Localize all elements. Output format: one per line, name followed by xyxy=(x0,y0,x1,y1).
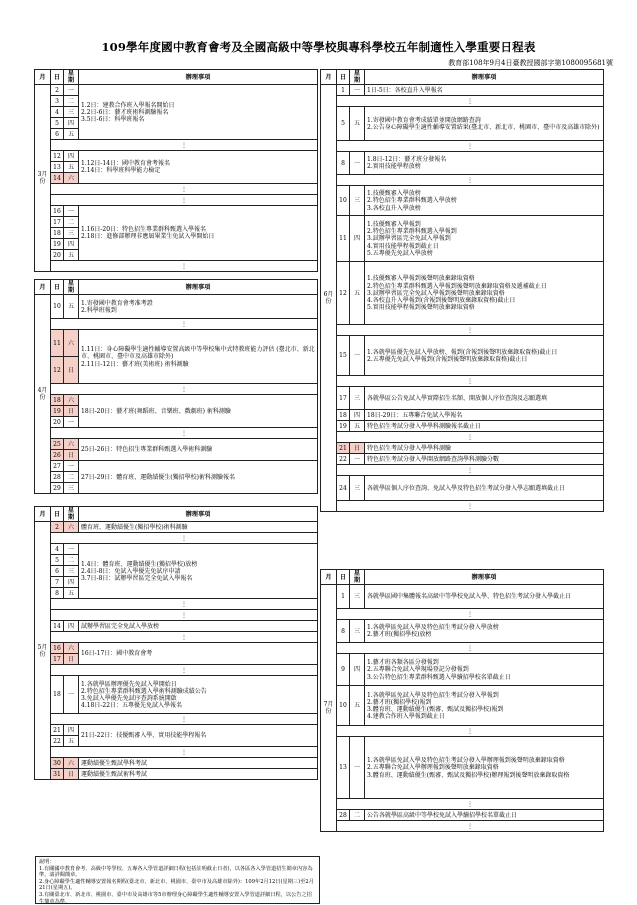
month-label: 6月份 xyxy=(321,85,337,512)
month-label: 3月份 xyxy=(35,85,51,272)
schedule-items: 1.4日：體育班、運動績優生(獨招學校)放榜 2.4日-8日：免試入學優先免試序申請 3.7日-8日：試辦學習區完全免試入學報名 xyxy=(79,544,318,599)
note-line: 3.有關臺北市、新北市、桃園市、臺中市及高雄市等5市辦理身心障礙學生適性輔導安置入學管道詳細日程，以公告之招生簡章為準。 xyxy=(39,891,312,905)
july-table: 月 日 星期 辦理事項 7月份 1 三 各就學區國中集體報名高級中等學校免試入學、特色招生考試分發入學截止日 ⋮ 8 三 1.各就學區免試入學及特色招生考試分發入學放榜 2.藝才班(獨招學校)放榜 ⋮ 9 四 1.藝才班各類各區分發報到 2.五專聯合免試入學現場登記分發報到 3.公告特色招生專業群科甄選入學續招學校名單截止日 10 五 1.各就學區免試入學及特色招生考試分發入學報到 2.藝才班(獨招學校)報到 3.體育班、運動績優生(甄審、甄試及獨招學校)報到 4.建教合作班入學報到截止日 ⋮ 13 一 1.各就學區免試入學及特色招生考試分發入學辦理報到後聲明放棄錄取資格 2.五專聯合免試入學辦理報到後聲明放棄錄取資格 3.體育班、運動績優生(甄審、甄試及獨招學校)辦理報到後聲明放棄錄取資格 ⋮ 28 二 公告各就學區高級中等學校免試入學續招學校名單截止日 ⋮ xyxy=(320,569,604,832)
schedule-items: 1.16日-20日：特色招生專業群科甄選入學報名 2.18日：進修部辦理非應屆畢業生免試入學開始日 xyxy=(79,206,318,261)
ellipsis: ⋮ xyxy=(51,140,318,151)
april-table: 月 日 星期 辦理事項 4月份 10 五 1.寄發國中教育會考准考證 2.科學班報到 ⋮ 11 六 1.11日：身心障礙學生適性輔導安置高級中等學校集中式特教班能力評估 (臺北市、新北市、桃園市、臺中市及高雄市除外) 2.11日-12日：藝才班(美術班) 術科測驗 12 日 ⋮ 18 六 18日-20日：藝才班(舞蹈班、音樂班、戲劇班) 術科測驗 19 日 20 一 ⋮ 25 六 25日-26日：特色招生專業群科甄選入學術科測驗 26 日 27 一 27日-29日：體育班、運動績優生(獨招學校)術科測驗報名 28 二 29 三 xyxy=(34,279,318,494)
schedule-items: 27日-29日：體育班、運動績優生(獨招學校)術科測驗報名 xyxy=(79,461,318,494)
schedule-items: 1.寄發國中教育會考准考證 2.科學班報到 xyxy=(79,295,318,319)
june-table: 月 日 星期 辦理事項 6月份 1 一 1日-5日：各校直升入學報名 ⋮ 5 五 1.寄發國中教育會考成績單並開放網路查詢 2.公告身心障礙學生適性輔導安置結果(臺北市、新北市、桃園市、臺中市及高雄市除外) ⋮ 8 一 1.8日-12日：藝才班分發報名 2.實用技能學程放榜 ⋮ 10 三 1.技優甄審入學放榜 2.特色招生專業群科甄選入學放榜 3.各校直升入學放榜 11 四 1.技優甄審入學報到 2.特色招生專業群科甄選入學報到 3.試辦學習區完全免試入學報到 4.實用技能學程報到截止日 5.五專優先免試入學放榜 12 五 1.技優甄審入學報到後聲明放棄錄取資格 2.特色招生專業群科甄選入學報到後聲明放棄錄取資格及遞補截止日 3.試辦學習區完全免試入學報到後聲明放棄錄取資格 4.各校直升入學報到(含報到後聲明放棄錄取資格)截止日 5.實用技能學程報到後聲明放棄錄取資格 ⋮ 15 一 1.各就學區優先免試入學放榜、報到(含報到後聲明放棄錄取資格)截止日 2.五專優先免試入學報到(含報到後聲明放棄錄取資格)截止日 ⋮ 17 三 各就學區公告免試入學實際招生名額、開放個人序位查詢及志願選填 18 四 18日-29日：五專聯合免試入學報名 19 五 特色招生考試分發入學學科測驗報名截止日 ⋮ 21 日 特色招生考試分發入學學科測驗 22 一 特色招生考試分發入學開放網路查詢學科測驗分數 ⋮ 24 三 各就學區個人序位查詢、免試入學及特色招生考試分發入學志願選填截止日 ⋮ xyxy=(320,69,604,512)
schedule-items: 25日-26日：特色招生專業群科甄選入學術科測驗 xyxy=(79,439,318,461)
note-line: 2.身心障礙學生適性輔導安置報名期程(臺北市、新北市、桃園市、臺中市及高雄市除外)：109年2月12日(星期三)至2月21日(星期五)。 xyxy=(39,878,314,892)
march-table: 月 日 星期 辦理事項 3月份 2 一 1.2日：建教合作班入學報名開始日 2.2日-6日：藝才班術科測驗報名 3.5日-6日：科學班報名 3 二 4 三 5 四 6 五 ⋮ 12 四 1.12日-14日：國中教育會考報名 2.14日：科學班科學能力檢定 13 五 14 六 ⋮ ⋮ 16 一 1.16日-20日：特色招生專業群科甄選入學報名 2.18日：進修部辦理非應屆畢業生免試入學開始日 17 二 18 三 19 四 20 五 ⋮ xyxy=(34,69,318,272)
schedule-items: 1.11日：身心障礙學生適性輔導安置高級中等學校集中式特教班能力評估 (臺北市、新北市、桃園市、臺中市及高雄市除外) 2.11日-12日：藝才班(美術班) 術科測驗 xyxy=(79,330,318,384)
month-label: 5月份 xyxy=(35,522,51,780)
page-title: 109學年度國中教育會考及全國高級中等學校與專科學校五年制適性入學重要日程表 xyxy=(101,40,536,54)
notes-box xyxy=(35,856,320,904)
month-label: 7月份 xyxy=(321,585,337,832)
note-line: 1.有關國中教育會考、高級中等學校、五專各入學管道詳細日程(包括註明截止日者)，以各區各入學管道招生簡章內容為準，請詳閱簡章。 xyxy=(39,865,313,879)
may-table: 月 日 星期 辦理事項 5月份 2 六 體育班、運動績優生(獨招學校)術科測驗 ⋮ 4 一 1.4日：體育班、運動績優生(獨招學校)放榜 2.4日-8日：免試入學優先免試序申請 3.7日-8日：試辦學習區完全免試入學報名 5 二 6 三 7 四 8 五 ⋮ ⋮ 14 四 試辦學習區完全免試入學放榜 ⋮ 16 六 16日-17日：國中教育會考 17 日 ⋮ 18 一 1.各就學區辦理優先免試入學開始日 2.特色招生專業群科甄選入學術科測驗成績公告 3.免試入學優先免試序查詢系統開啟 4.18日-22日：五專優先免試入學報名 ⋮ 21 四 21日-22日：技優甄審入學、實用技能學程報名 22 五 ⋮ 30 六 運動績優生甄試學科考試 31 日 運動績優生甄試術科考試 xyxy=(34,506,318,780)
document-number: 教育部108年9月4日臺教授國部字第1080095681號 xyxy=(448,59,613,67)
header-month: 月 xyxy=(35,70,51,85)
schedule-items: 18日-20日：藝才班(舞蹈班、音樂班、戲劇班) 術科測驗 xyxy=(79,395,318,428)
notes-title: 說明： xyxy=(39,859,55,865)
schedule-items: 1.12日-14日：國中教育會考報名 2.14日：科學班科學能力檢定 xyxy=(79,151,318,184)
month-label: 4月份 xyxy=(35,295,51,494)
schedule-items: 1.2日：建教合作班入學報名開始日 2.2日-6日：藝才班術科測驗報名 3.5日-6日：科學班報名 xyxy=(79,85,318,140)
schedule-items: 1.各就學區辦理優先免試入學開始日 2.特色招生專業群科甄選入學術科測驗成績公告 3.免試入學優先免試序查詢系統開啟 4.18日-22日：五專優先免試入學報名 xyxy=(79,676,318,714)
